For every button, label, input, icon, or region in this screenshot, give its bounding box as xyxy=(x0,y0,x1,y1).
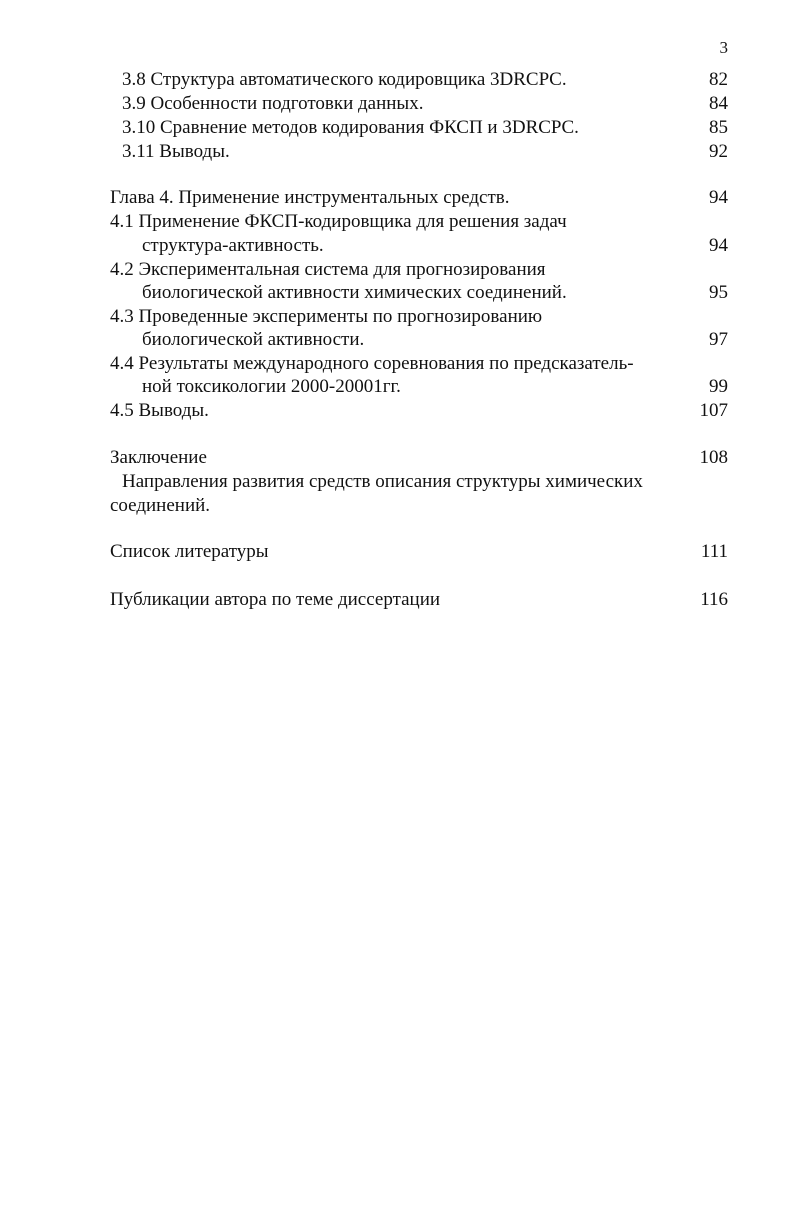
toc-conclusion-sub-line1 xyxy=(0,470,796,494)
toc-entry-title: 4.1 Применение ФКСП-кодировщика для решения задач xyxy=(110,211,567,232)
toc-entry-page: 97 xyxy=(709,329,728,350)
toc-entry-3-9 xyxy=(0,92,796,116)
toc-entry-4-4-line1 xyxy=(0,352,796,376)
toc-entry-page: 84 xyxy=(709,93,728,114)
toc-entry-4-3-line2 xyxy=(0,328,796,352)
toc-chapter-title: Глава 4. Применение инструментальных средств. xyxy=(110,187,510,208)
toc-entry-page: 95 xyxy=(709,282,728,303)
toc-entry-page: 108 xyxy=(699,447,728,468)
toc-entry-title-continued: биологической активности. xyxy=(142,329,365,350)
toc-entry-title: 3.8 Структура автоматического кодировщика 3DRCPC. xyxy=(122,69,567,90)
toc-entry-page: 92 xyxy=(709,141,728,162)
toc-entry-3-11 xyxy=(0,140,796,164)
toc-entry-title-continued: биологической активности химических соединений. xyxy=(142,282,567,303)
toc-entry-page: 107 xyxy=(699,400,728,421)
toc-entry-4-1-line1 xyxy=(0,210,796,234)
toc-entry-4-2-line2 xyxy=(0,281,796,305)
toc-entry-title: 4.3 Проведенные эксперименты по прогнозированию xyxy=(110,306,543,327)
toc-entry-title: 3.9 Особенности подготовки данных. xyxy=(122,93,424,114)
toc-entry-title: 4.4 Результаты международного соревнования по предсказатель- xyxy=(110,353,634,374)
toc-entry-3-10 xyxy=(0,116,796,140)
toc-entry-page: 85 xyxy=(709,117,728,138)
toc-entry-4-5 xyxy=(0,399,796,423)
toc-entry-4-3-line1 xyxy=(0,305,796,329)
toc-entry-page: 116 xyxy=(700,589,728,610)
toc-entry-title-continued: ной токсикологии 2000-20001гг. xyxy=(142,376,401,397)
toc-conclusion-subtitle: Направления развития средств описания структуры химических xyxy=(122,471,643,492)
toc-publications-title: Публикации автора по теме диссертации xyxy=(110,589,441,610)
toc-entry-4-2-line1 xyxy=(0,258,796,282)
toc-entry-title: 4.5 Выводы. xyxy=(110,400,209,421)
page-number: 3 xyxy=(719,38,728,57)
toc-conclusion-sub-line2 xyxy=(0,494,796,518)
toc-entry-title: 4.2 Экспериментальная система для прогнозирования xyxy=(110,259,546,280)
toc-entry-3-8 xyxy=(0,68,796,92)
toc-conclusion-subtitle-continued: соединений. xyxy=(110,495,211,516)
toc-references xyxy=(0,540,796,564)
toc-entry-4-4-line2 xyxy=(0,375,796,399)
toc-entry-4-1-line2 xyxy=(0,234,796,258)
toc-entry-title: 3.11 Выводы. xyxy=(122,141,230,162)
toc-conclusion xyxy=(0,446,796,470)
toc-conclusion-title: Заключение xyxy=(110,447,207,468)
toc-entry-page: 111 xyxy=(700,541,728,562)
toc-chapter-4 xyxy=(0,186,796,210)
toc-references-title: Список литературы xyxy=(110,541,269,562)
toc-entry-title: 3.10 Сравнение методов кодирования ФКСП и 3DRCPC. xyxy=(122,117,579,138)
toc-entry-page: 82 xyxy=(709,69,728,90)
toc-entry-page: 99 xyxy=(709,376,728,397)
toc-entry-page: 94 xyxy=(709,235,728,256)
toc-entry-title-continued: структура-активность. xyxy=(142,235,324,256)
toc-entry-page: 94 xyxy=(709,187,728,208)
toc-publications xyxy=(0,588,796,612)
